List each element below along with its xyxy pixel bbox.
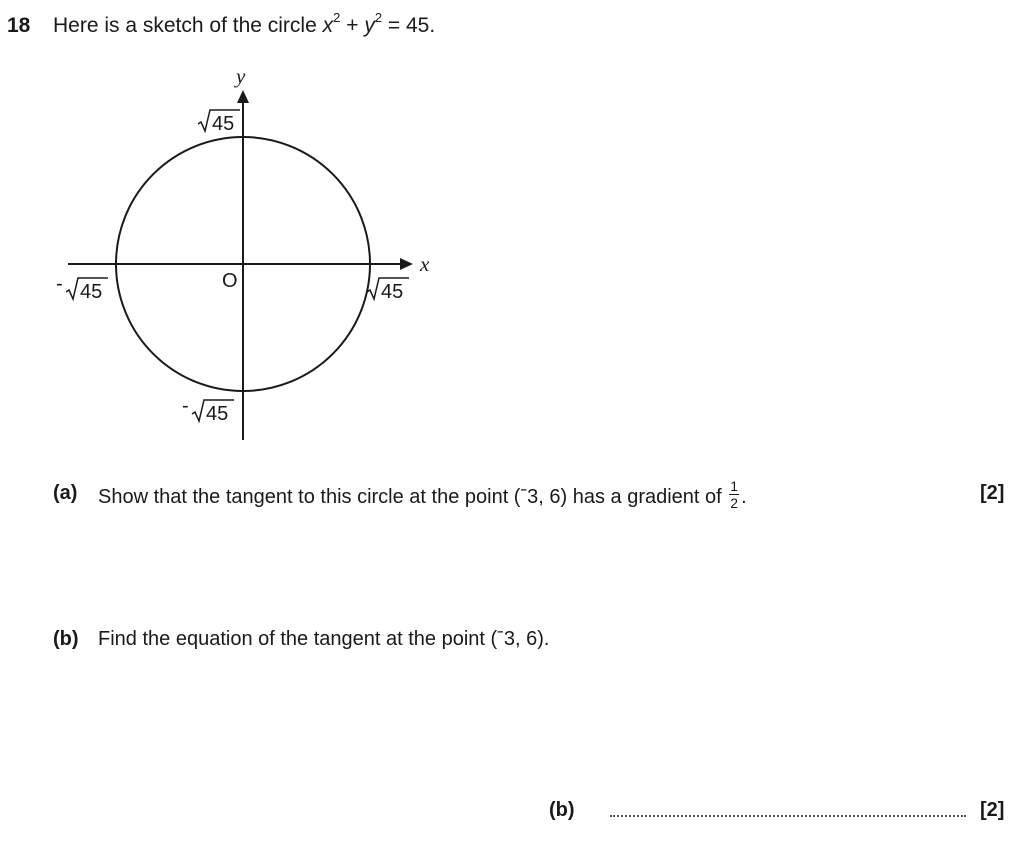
radicand-right: 45 (381, 281, 404, 303)
fraction-one-half (729, 479, 739, 510)
radicand-top: 45 (212, 113, 235, 135)
question-number: 18 (7, 14, 31, 37)
label-top-sqrt45 (198, 110, 240, 135)
eq-exp1: 2 (333, 10, 341, 25)
part-b-label: (b) (53, 628, 79, 650)
y-axis-label: y (236, 64, 246, 88)
radicand-bottom: 45 (206, 403, 229, 425)
part-a-text (98, 478, 747, 513)
part-a-question: Show that the tangent to this circle at the point (ˉ3, 6) has a gradient of (98, 485, 722, 508)
x-axis-label: x (420, 252, 430, 276)
origin-label: O (222, 270, 238, 292)
x-axis-arrow (400, 258, 413, 270)
intro-text: Here is a sketch of the circle (53, 14, 317, 37)
minus-bottom: - (182, 395, 189, 417)
radicand-left: 45 (80, 281, 103, 303)
part-b-marks: [2] (980, 799, 1005, 821)
fraction-numerator: 1 (730, 478, 739, 494)
part-a-label: (a) (53, 482, 78, 504)
label-right-sqrt45 (367, 278, 409, 303)
minus-left: - (56, 273, 63, 295)
part-a-end: . (741, 485, 747, 508)
eq-x: x (322, 14, 334, 37)
label-left-neg-sqrt45 (56, 273, 108, 303)
y-axis-arrow (237, 90, 249, 103)
eq-exp2: 2 (374, 10, 383, 25)
answer-line[interactable] (610, 803, 966, 817)
part-a-marks: [2] (980, 482, 1005, 504)
eq-plus: + (346, 14, 359, 37)
fraction-denominator: 2 (730, 495, 739, 511)
eq-equals: = 45. (387, 14, 436, 37)
label-bottom-neg-sqrt45 (182, 395, 234, 425)
eq-y: y (364, 14, 375, 37)
answer-b-label: (b) (549, 799, 575, 821)
part-b-question: Find the equation of the tangent at the point (ˉ3, 6). (98, 628, 550, 650)
